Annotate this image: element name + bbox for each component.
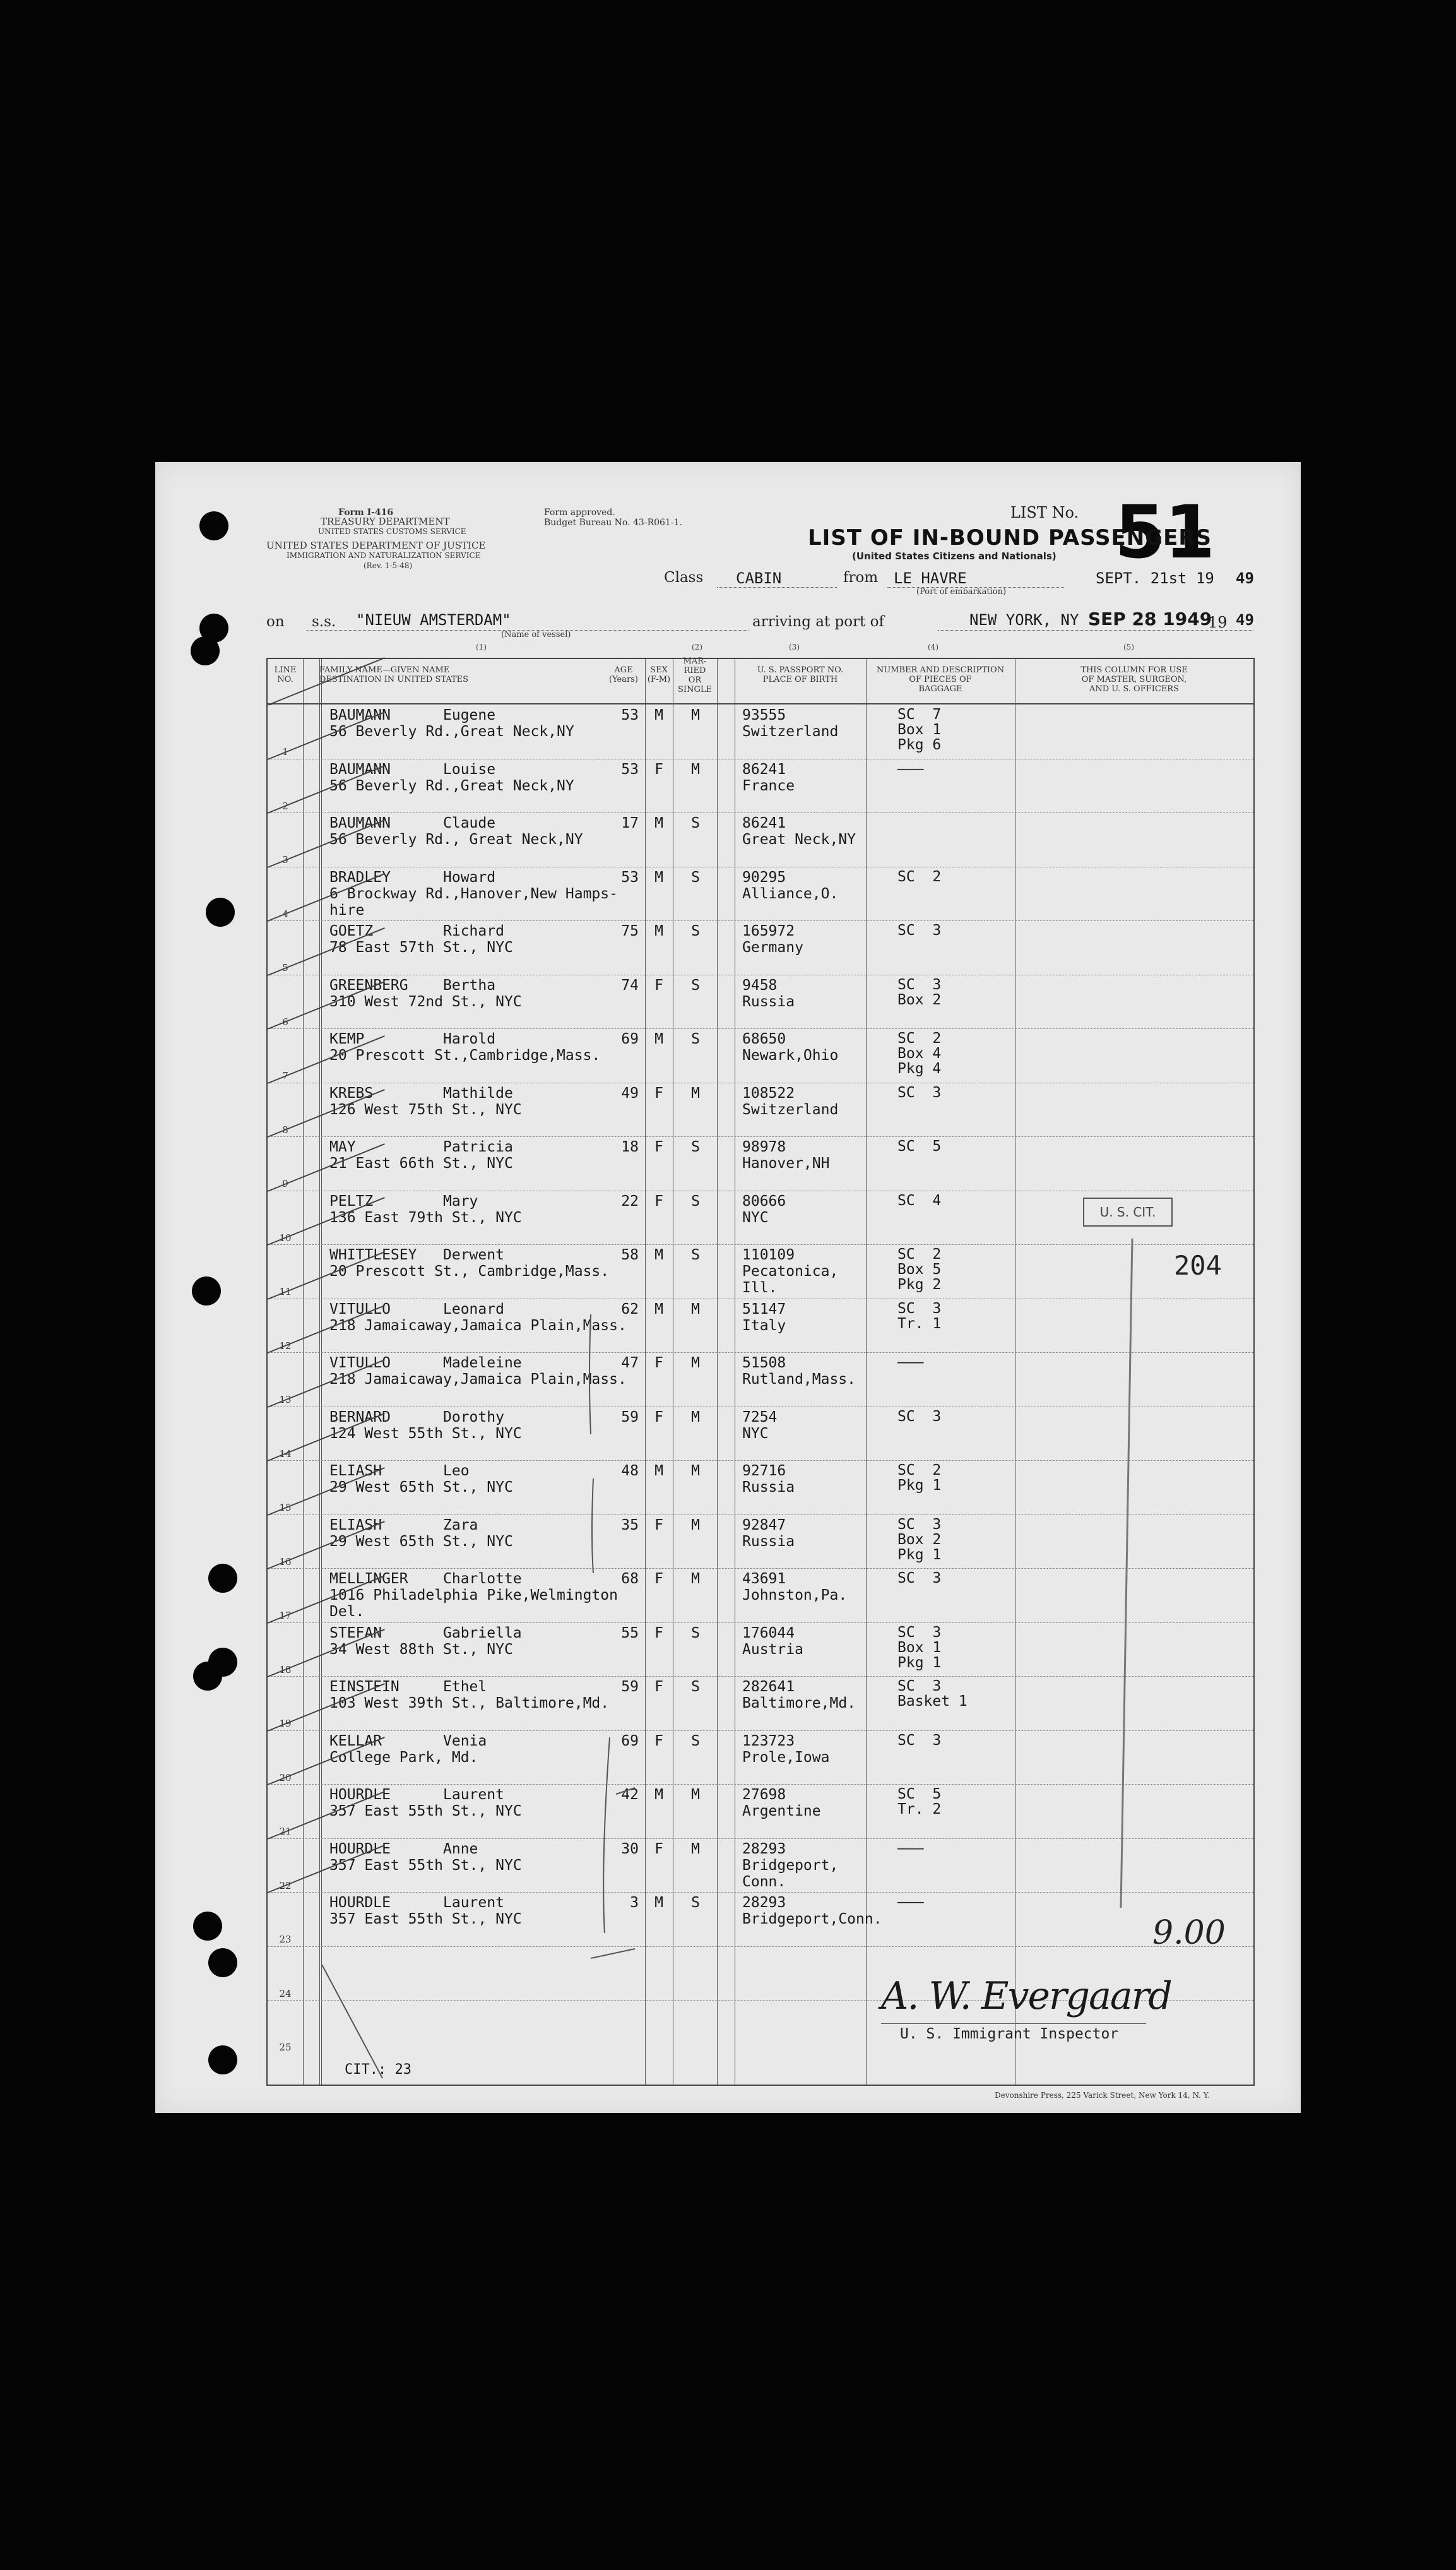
table-row [268,1622,1253,1676]
table-row [268,1568,1253,1622]
table-row [268,1028,1253,1082]
passenger-name: MELLINGER Charlotte [329,1571,522,1587]
passport-number: 68650 [742,1031,786,1047]
baggage-pieces: SC 2 [897,868,942,885]
passenger-name: EINSTEIN Ethel [329,1679,487,1695]
baggage-pieces: SC 3 Box 2 [897,976,942,1008]
passenger-age: 59 [621,1679,639,1695]
destination-address: 21 East 66th St., NYC [329,1155,513,1172]
destination-address: 218 Jamaicaway,Jamaica Plain,Mass. [329,1371,627,1388]
passport-number: 28293 [742,1840,786,1857]
passenger-table [266,658,1255,2086]
line-number: 7 [282,1070,288,1081]
binder-hole [199,511,228,540]
manifest-page [155,462,1301,2113]
passenger-sex: F [654,761,663,778]
table-row [268,1838,1253,1892]
marital-status: S [691,1193,700,1210]
place-of-birth: NYC [742,1425,769,1442]
passenger-age: 68 [621,1571,639,1587]
line-number: 10 [279,1232,292,1244]
baggage-pieces: SC 3 [897,922,942,939]
class-value: CABIN [736,569,782,587]
destination-address: 20 Prescott St.,Cambridge,Mass. [329,1047,601,1064]
from-value: LE HAVRE [894,569,967,587]
revision: (Rev. 1-5-48) [364,561,413,570]
passport-number: 98978 [742,1139,786,1155]
place-of-birth: Alliance,O. [742,885,839,902]
place-of-birth: Austria [742,1641,803,1658]
table-row [268,1730,1253,1784]
passport-number: 93555 [742,707,786,723]
passenger-age: 69 [621,1732,639,1749]
form-subtitle: (United States Citizens and Nationals) [852,550,1056,562]
form-title: LIST OF IN-BOUND PASSENGERS [808,525,1212,550]
passenger-age: 75 [621,923,639,939]
passenger-sex: F [654,977,663,994]
marital-status: M [691,1463,700,1479]
marital-status: M [691,1787,700,1803]
passenger-name: STEFAN Gabriella [329,1624,522,1641]
place-of-birth: Russia [742,993,795,1010]
passenger-age: 53 [621,761,639,778]
line-number: 4 [282,908,288,920]
passenger-name: BAUMANN Louise [329,761,496,778]
destination-address: 126 West 75th St., NYC [329,1101,522,1118]
passenger-age: 62 [621,1300,639,1318]
passenger-name: GREENBERG Bertha [329,977,496,994]
destination-address: 34 West 88th St., NYC [329,1641,513,1658]
line-number: 9 [282,1178,288,1189]
line-number: 16 [279,1556,292,1568]
destination-address: 6 Brockway Rd.,Hanover,New Hamps- [329,885,618,902]
line-number: 21 [279,1826,292,1837]
vessel-name-note: (Name of vessel) [501,630,571,640]
us-citizen-stamp: U. S. CIT. [1083,1198,1173,1227]
baggage-pieces: ——— [897,760,924,777]
passenger-name: HOURDLE Laurent [329,1787,504,1803]
passenger-name: VITULLO Leonard [329,1300,504,1318]
passenger-name: KELLAR Venia [329,1732,487,1749]
column-number-2: (2) [692,643,702,651]
baggage-pieces: SC 3 Tr. 1 [897,1300,942,1332]
passenger-name: HOURDLE Laurent [329,1895,504,1911]
baggage-pieces: SC 4 [897,1192,942,1209]
baggage-pieces: SC 5 [897,1138,942,1155]
column-header-baggage: NUMBER AND DESCRIPTION OF PIECES OF BAGGAGE [876,665,1005,694]
place-of-birth: Germany [742,939,803,956]
passenger-age: 74 [621,977,639,994]
destination-address: 357 East 55th St., NYC [329,1857,522,1874]
table-row [268,1784,1253,1838]
ss-label: s.s. [312,614,336,630]
passport-number: 43691 [742,1571,786,1587]
destination-address: 103 West 39th St., Baltimore,Md. [329,1695,610,1711]
place-of-birth: Prole,Iowa [742,1749,830,1766]
passenger-name: BRADLEY Howard [329,869,496,886]
passenger-age: 42 [621,1787,639,1803]
line-number: 25 [279,2042,292,2053]
passenger-age: 22 [621,1193,639,1210]
marital-status: S [691,1247,700,1263]
column-header-married: MAR- RIED OR SINGLE [678,657,712,694]
place-of-birth: Italy [742,1317,786,1334]
passenger-name: MAY Patricia [329,1139,513,1155]
line-number: 24 [279,1987,292,1999]
column-header-age: AGE (Years) [609,665,638,684]
line-number: 23 [279,1934,292,1945]
passenger-sex: F [654,1571,663,1587]
place-of-birth: Switzerland [742,723,839,740]
marital-status: S [691,869,700,886]
passenger-name: PELTZ Mary [329,1193,478,1210]
destination-address: 29 West 65th St., NYC [329,1533,513,1550]
inspector-label: U. S. Immigrant Inspector [900,2026,1119,2042]
passenger-name: VITULLO Madeleine [329,1355,522,1371]
line-number: 5 [282,962,288,973]
baggage-pieces: ——— [897,1840,924,1857]
table-row [268,812,1253,866]
column-header-passport: U. S. PASSPORT NO. PLACE OF BIRTH [757,665,844,684]
arrival-19: 19 [1208,614,1228,631]
passenger-sex: M [654,1463,663,1479]
place-of-birth: France [742,777,795,794]
destination-address: 56 Beverly Rd.,Great Neck,NY [329,723,574,740]
table-row [268,1136,1253,1190]
line-number: 3 [282,854,288,866]
column-header-officers: THIS COLUMN FOR USE OF MASTER, SURGEON, AND U. S. OFFICERS [1080,665,1188,694]
marital-status: M [691,1571,700,1587]
binder-hole [208,2045,237,2074]
passenger-age: 49 [621,1085,639,1102]
passport-number: 28293 [742,1895,786,1911]
marital-status: S [691,923,700,939]
table-row [268,1676,1253,1730]
place-of-birth: Bridgeport,Conn. [742,1911,882,1927]
passport-number: 51147 [742,1300,786,1318]
passenger-name: ELIASH Zara [329,1516,478,1533]
printer-credit: Devonshire Press, 225 Varick Street, New York 14, N. Y. [995,2091,1210,2100]
marital-status: M [691,1300,700,1318]
destination-address: 310 West 72nd St., NYC [329,993,522,1010]
passenger-age: 17 [621,815,639,831]
destination-address: 136 East 79th St., NYC [329,1209,522,1226]
place-of-birth: Russia [742,1479,795,1496]
department-of-justice: UNITED STATES DEPARTMENT OF JUSTICE [266,540,486,551]
table-row [268,1299,1253,1352]
binder-hole [206,898,235,927]
marital-status: M [691,1355,700,1371]
passport-number: 80666 [742,1193,786,1210]
table-row [268,1514,1253,1568]
arrival-year: 49 [1236,611,1254,629]
passenger-age: 53 [621,869,639,886]
baggage-pieces: SC 3 [897,1408,942,1425]
fee-note: 9.00 [1152,1914,1226,1952]
passenger-age: 55 [621,1624,639,1641]
passenger-sex: M [654,1787,663,1803]
passport-number: 86241 [742,815,786,831]
arriving-label: arriving at port of [752,614,884,630]
marital-status: M [691,1840,700,1857]
passport-number: 27698 [742,1787,786,1803]
destination-address-cont: Del. [329,1603,365,1620]
passenger-age: 69 [621,1031,639,1047]
destination-address: 56 Beverly Rd.,Great Neck,NY [329,777,574,794]
line-number: 19 [279,1718,292,1729]
passport-number: 7254 [742,1408,778,1425]
passenger-age: 59 [621,1408,639,1425]
passenger-name: KEMP Harold [329,1031,496,1047]
budget-bureau: Budget Bureau No. 43-R061-1. [544,518,682,528]
passenger-sex: M [654,869,663,886]
passenger-sex: F [654,1732,663,1749]
baggage-pieces: SC 7 Box 1 Pkg 6 [897,706,942,753]
baggage-pieces: SC 3 [897,1084,942,1101]
destination-address: 1016 Philadelphia Pike,Welmington [329,1587,618,1603]
marital-status: S [691,1895,700,1911]
baggage-pieces: SC 3 [897,1570,942,1586]
passenger-sex: M [654,815,663,831]
passport-number: 165972 [742,923,795,939]
from-label: from [843,569,879,586]
marital-status: S [691,977,700,994]
baggage-pieces: SC 2 Box 4 Pkg 4 [897,1030,942,1077]
immigration-service: IMMIGRATION AND NATURALIZATION SERVICE [287,551,481,560]
line-number: 18 [279,1663,292,1675]
column-number-4: (4) [928,643,938,651]
passport-number: 90295 [742,869,786,886]
line-number: 17 [279,1610,292,1621]
table-row [268,975,1253,1028]
line-number: 13 [279,1394,292,1405]
line-number: 8 [282,1124,288,1136]
customs-service: UNITED STATES CUSTOMS SERVICE [318,527,466,536]
baggage-pieces: SC 2 Box 5 Pkg 2 [897,1246,942,1293]
treasury-department: TREASURY DEPARTMENT [321,516,450,527]
marital-status: S [691,1624,700,1641]
citizen-total: CIT.: 23 [345,2062,411,2078]
place-of-birth: Newark,Ohio [742,1047,839,1064]
line-number: 12 [279,1340,292,1352]
destination-address: 20 Prescott St., Cambridge,Mass. [329,1263,610,1280]
passenger-name: KREBS Mathilde [329,1085,513,1102]
table-row [268,1083,1253,1136]
binder-hole [193,1662,222,1691]
table-row [268,1244,1253,1298]
column-number-1: (1) [476,643,487,651]
destination-address: College Park, Md. [329,1749,478,1766]
place-of-birth: NYC [742,1209,769,1226]
binder-hole [208,1948,237,1977]
passenger-sex: M [654,1895,663,1911]
passenger-age: 35 [621,1516,639,1533]
departure-date: SEPT. 21st 19 [1096,569,1214,587]
passenger-sex: M [654,707,663,723]
place-of-birth: Great Neck,NY [742,831,856,848]
passport-number: 282641 [742,1679,795,1695]
column-number-3: (3) [789,643,800,651]
place-of-birth: Bridgeport, [742,1857,839,1874]
place-of-birth: Baltimore,Md. [742,1695,856,1711]
passenger-age: 18 [621,1139,639,1155]
passport-number: 123723 [742,1732,795,1749]
line-number: 15 [279,1502,292,1513]
table-row [268,1892,1253,1946]
passenger-sex: M [654,1247,663,1263]
passenger-age: 3 [630,1895,639,1911]
place-of-birth: Rutland,Mass. [742,1371,856,1388]
column-header-name: FAMILY NAME—GIVEN NAME DESTINATION IN UNITED STATES [319,665,469,684]
marital-status: M [691,1516,700,1533]
passenger-sex: F [654,1355,663,1371]
passport-number: 92716 [742,1463,786,1479]
destination-address: 218 Jamaicaway,Jamaica Plain,Mass. [329,1317,627,1334]
binder-hole [208,1564,237,1593]
class-label: Class [664,569,704,586]
binder-hole [191,636,220,665]
baggage-pieces: SC 3 Box 2 Pkg 1 [897,1516,942,1563]
column-header-line-no: LINE NO. [274,665,297,684]
arrival-date-stamp: SEP 28 1949 [1088,609,1212,629]
passport-number: 176044 [742,1624,795,1641]
passport-number: 108522 [742,1085,795,1102]
place-of-birth: Russia [742,1533,795,1550]
table-row [268,1407,1253,1460]
destination-address: 29 West 65th St., NYC [329,1479,513,1496]
passenger-name: BAUMANN Claude [329,815,496,831]
table-row [268,867,1253,920]
marital-status: S [691,1679,700,1695]
passenger-sex: F [654,1516,663,1533]
marital-status: M [691,707,700,723]
line-number: 14 [279,1448,292,1460]
passenger-sex: F [654,1624,663,1641]
place-of-birth: Argentine [742,1803,821,1819]
passenger-name: ELIASH Leo [329,1463,470,1479]
passenger-sex: F [654,1139,663,1155]
passenger-name: GOETZ Richard [329,923,504,939]
destination-address: 357 East 55th St., NYC [329,1911,522,1927]
passenger-sex: F [654,1085,663,1102]
list-number: 51 [1115,490,1214,575]
line-number: 6 [282,1016,288,1028]
table-row [268,759,1253,812]
table-row [268,705,1253,758]
destination-address: 78 East 57th St., NYC [329,939,513,956]
passenger-sex: M [654,1031,663,1047]
inspector-signature: A. W. Evergaard [881,1974,1171,2018]
place-of-birth: Hanover,NH [742,1155,830,1172]
passenger-name: HOURDLE Anne [329,1840,478,1857]
passenger-name: BERNARD Dorothy [329,1408,504,1425]
line-number: 20 [279,1771,292,1783]
passenger-age: 48 [621,1463,639,1479]
place-of-birth-cont: Conn. [742,1873,786,1890]
line-number: 2 [282,800,288,812]
baggage-pieces: SC 3 Basket 1 [897,1678,968,1710]
place-of-birth: Switzerland [742,1101,839,1118]
port-of-embarkation-note: (Port of embarkation) [916,587,1007,597]
marital-status: S [691,1139,700,1155]
form-number: Form I-416 [338,508,394,518]
baggage-pieces: ——— [897,1354,924,1371]
line-number: 1 [282,746,288,758]
passenger-sex: M [654,1300,663,1318]
marital-status: M [691,1085,700,1102]
arrival-port: NEW YORK, NY [969,611,1079,629]
baggage-pieces: SC 5 Tr. 2 [897,1786,942,1817]
vessel-name: "NIEUW AMSTERDAM" [356,611,511,629]
place-of-birth: Pecatonica, [742,1263,839,1280]
table-row [268,1460,1253,1514]
marital-status: S [691,815,700,831]
passenger-sex: F [654,1193,663,1210]
passenger-name: WHITTLESEY Derwent [329,1247,504,1263]
list-number-label: LIST No. [1010,504,1079,521]
passport-number: 9458 [742,977,778,994]
baggage-pieces: ——— [897,1894,924,1910]
line-number: 22 [279,1879,292,1891]
on-label: on [266,614,285,630]
destination-address: 357 East 55th St., NYC [329,1803,522,1819]
departure-year: 49 [1236,569,1254,587]
column-number-5: (5) [1123,643,1134,651]
marital-status: M [691,761,700,778]
line-number: 11 [279,1286,292,1297]
binder-hole [192,1276,221,1306]
binder-hole [193,1912,222,1941]
passenger-age: 53 [621,707,639,723]
column-header-sex: SEX (F-M) [647,665,671,684]
passenger-sex: M [654,923,663,939]
marital-status: S [691,1732,700,1749]
passport-number: 86241 [742,761,786,778]
destination-address-cont: hire [329,901,365,919]
baggage-pieces: SC 3 [897,1732,942,1749]
destination-address: 56 Beverly Rd., Great Neck,NY [329,831,583,848]
passport-number: 51508 [742,1355,786,1371]
passenger-sex: F [654,1840,663,1857]
passport-number: 110109 [742,1247,795,1263]
destination-address: 124 West 55th St., NYC [329,1425,522,1442]
place-of-birth-cont: Ill. [742,1280,778,1296]
table-row [268,1352,1253,1406]
baggage-pieces: SC 3 Box 1 Pkg 1 [897,1624,942,1671]
marital-status: S [691,1031,700,1047]
passenger-sex: F [654,1408,663,1425]
passenger-name: BAUMANN Eugene [329,707,496,723]
passenger-sex: F [654,1679,663,1695]
passenger-age: 58 [621,1247,639,1263]
file-number: 204 [1174,1250,1222,1281]
baggage-pieces: SC 2 Pkg 1 [897,1462,942,1494]
passport-number: 92847 [742,1516,786,1533]
marital-status: M [691,1408,700,1425]
place-of-birth: Johnston,Pa. [742,1587,848,1603]
table-row [268,920,1253,974]
passenger-age: 47 [621,1355,639,1371]
form-approved: Form approved. [544,508,615,518]
passenger-age: 30 [621,1840,639,1857]
